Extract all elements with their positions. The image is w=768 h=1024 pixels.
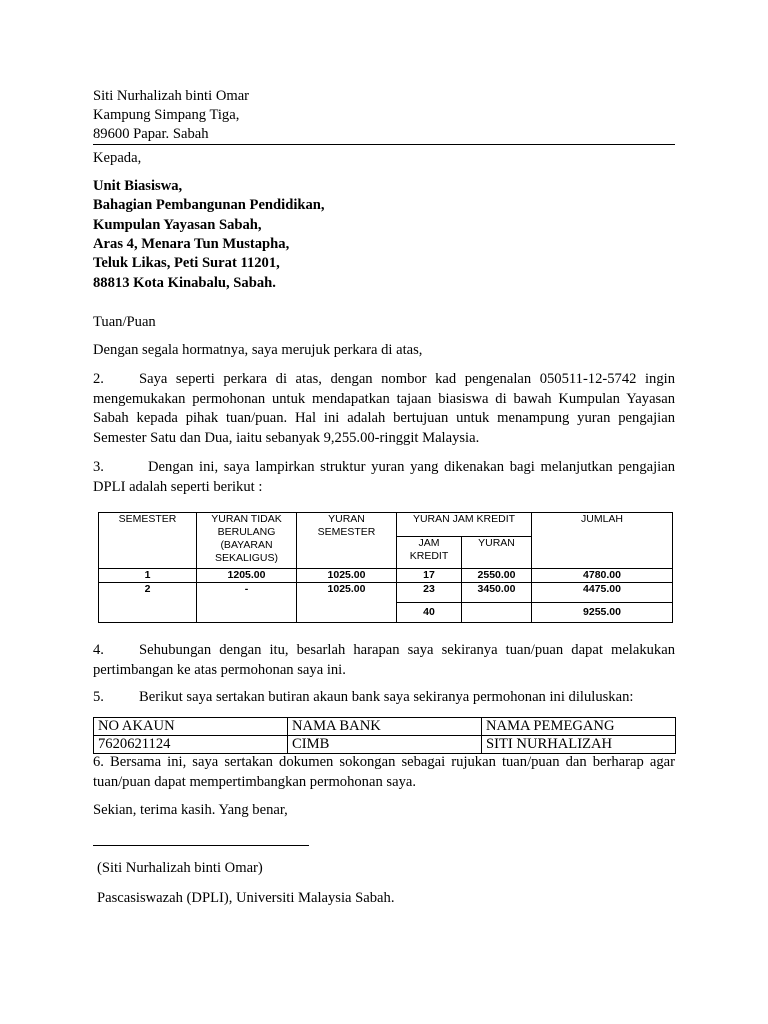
sender-address-line1: Kampung Simpang Tiga, xyxy=(93,107,240,123)
recipient-line: 88813 Kota Kinabalu, Sabah. xyxy=(93,275,276,291)
header-bank-name: NAMA BANK xyxy=(288,718,482,736)
header-account-holder: NAMA PEMEGANG xyxy=(482,718,676,736)
grand-total: 9255.00 xyxy=(532,603,673,623)
recipient-line: Kumpulan Yayasan Sabah, xyxy=(93,217,262,233)
sender-address-line2: 89600 Papar. Sabah xyxy=(93,126,209,142)
total-credit-hours: 40 xyxy=(397,603,462,623)
paragraph-2 xyxy=(93,370,675,448)
paragraph-text: Berikut saya sertakan butiran akaun bank saya sekiranya permohonan ini diluluskan: xyxy=(139,689,634,705)
bank-details-table xyxy=(93,717,676,754)
paragraph-number: 3. xyxy=(93,459,104,475)
bank-name: CIMB xyxy=(288,736,482,754)
recipient-line: Teluk Likas, Peti Surat 11201, xyxy=(93,255,280,271)
sender-name: Siti Nurhalizah binti Omar xyxy=(93,88,250,104)
paragraph-text: Saya seperti perkara di atas, dengan nombor kad pengenalan 050511-12-5742 ingin mengemukakan permohonan untuk mendapatkan tajaan biasiswa di bawah Kumpulan Yayasan Sabah kepada pihak tuan/puan. Hal ini adalah bertujuan untuk menampung yuran pengajian Semester Satu dan Dua, iaitu sebanyak 9,255.00-ringgit Malaysia. xyxy=(93,371,675,446)
account-holder: SITI NURHALIZAH xyxy=(482,736,676,754)
paragraph-text: Sehubungan dengan itu, besarlah harapan saya sekiranya tuan/puan dapat melakukan pertimbangan ke atas permohonan saya ini. xyxy=(93,642,675,678)
signatory-title: Pascasiswazah (DPLI), Universiti Malaysia Sabah. xyxy=(97,890,395,906)
paragraph-number: 4. xyxy=(93,642,104,658)
greeting: Tuan/Puan xyxy=(93,314,156,330)
paragraph-6: 6. Bersama ini, saya sertakan dokumen sokongan sebagai rujukan tuan/puan dan berharap agar tuan/puan dapat mempertimbangkan permohonan saya. xyxy=(93,754,675,790)
paragraph-text: Dengan ini, saya lampirkan struktur yuran yang dikenakan bagi melanjutkan pengajian DPLI adalah seperti berikut : xyxy=(93,459,675,495)
account-number: 7620621124 xyxy=(94,736,288,754)
header-semester-fee: YURAN SEMESTER xyxy=(297,513,397,569)
table-row xyxy=(94,736,676,754)
header-credit-hours: JAM KREDIT xyxy=(397,537,462,569)
header-account-number: NO AKAUN xyxy=(94,718,288,736)
paragraph-4 xyxy=(93,641,675,680)
header-total: JUMLAH xyxy=(532,513,673,569)
header-credit-fee: YURAN JAM KREDIT xyxy=(397,513,532,537)
opening-line: Dengan segala hormatnya, saya merujuk perkara di atas, xyxy=(93,342,423,358)
fee-structure-table xyxy=(98,512,673,623)
recipient-line: Bahagian Pembangunan Pendidikan, xyxy=(93,197,325,213)
paragraph-5 xyxy=(93,689,633,706)
recipient-salutation: Kepada, xyxy=(93,150,142,166)
paragraph-number: 2. xyxy=(93,371,104,387)
header-semester: SEMESTER xyxy=(99,513,197,569)
paragraph-3 xyxy=(93,458,675,497)
paragraph-number: 5. xyxy=(93,689,104,705)
header-non-recurring-fee: YURAN TIDAK BERULANG (BAYARAN SEKALIGUS) xyxy=(197,513,297,569)
table-row: 2 - 1025.00 23 3450.00 4475.00 xyxy=(99,583,673,603)
signatory-name: (Siti Nurhalizah binti Omar) xyxy=(97,860,263,876)
recipient-line: Aras 4, Menara Tun Mustapha, xyxy=(93,236,290,252)
header-divider xyxy=(93,144,675,145)
signature-line xyxy=(93,845,309,846)
header-credit-amount: YURAN xyxy=(462,537,532,569)
table-row: 1 1205.00 1025.00 17 2550.00 4780.00 xyxy=(99,569,673,583)
table-header-row xyxy=(94,718,676,736)
closing-line: Sekian, terima kasih. Yang benar, xyxy=(93,802,288,818)
recipient-line: Unit Biasiswa, xyxy=(93,178,183,194)
